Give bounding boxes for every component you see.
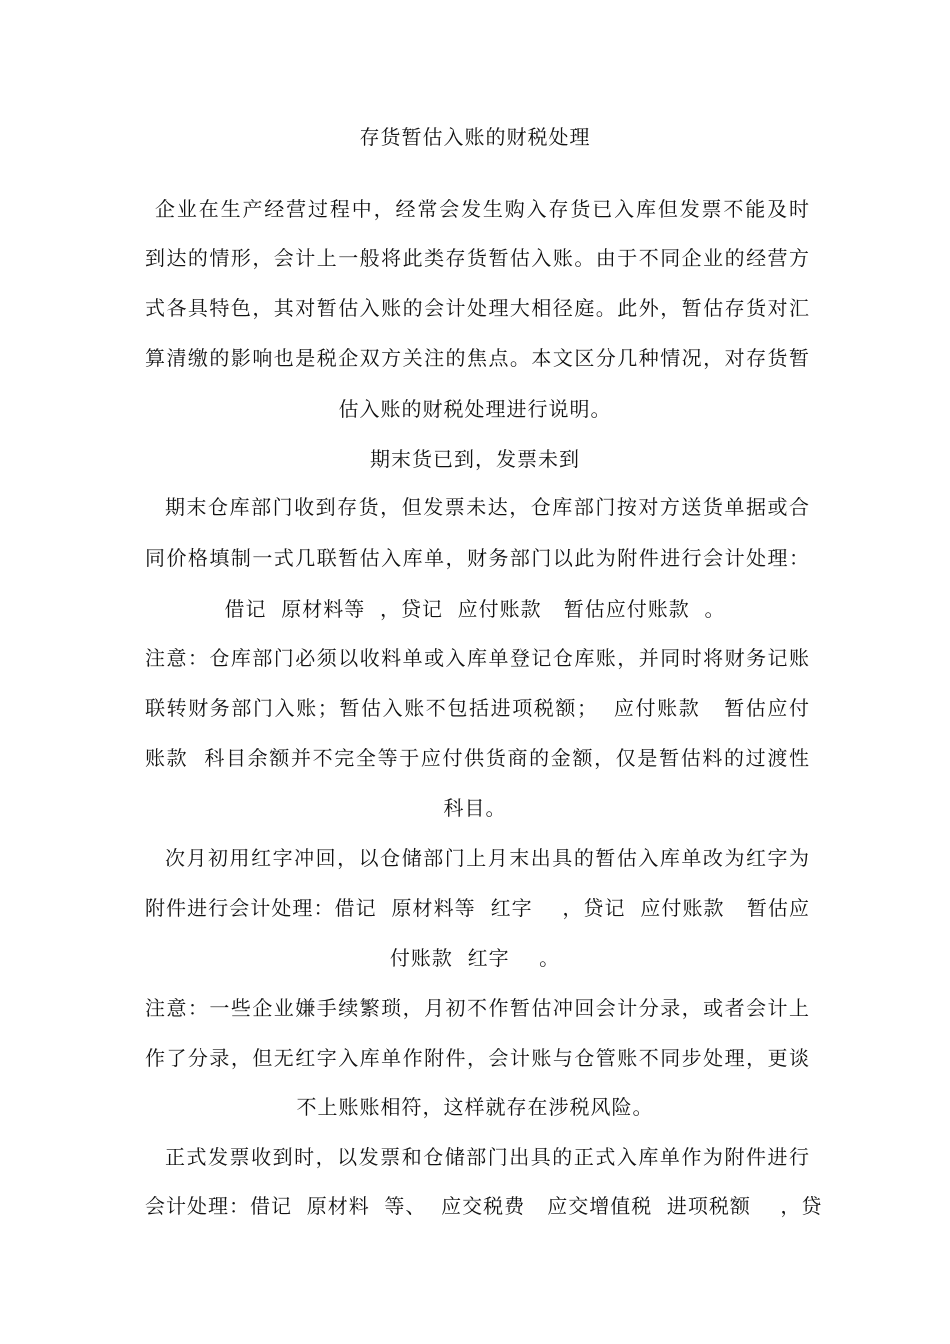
section-heading: 期末货已到，发票未到 <box>370 447 580 471</box>
paragraph-line: 付账款 红字 。 <box>389 946 561 970</box>
note-line: 注意：一些企业嫌手续繁琐，月初不作暂估冲回会计分录，或者会计上 <box>145 996 810 1020</box>
paragraph-line: 次月初用红字冲回，以仓储部门上月末出具的暂估入库单改为红字为 <box>165 846 810 870</box>
paragraph-line: 正式发票收到时，以发票和仓储部门出具的正式入库单作为附件进行 <box>165 1145 810 1169</box>
paragraph-line: 同价格填制一式几联暂估入库单，财务部门以此为附件进行会计处理： <box>145 546 810 570</box>
journal-entry-line: 借记 原材料等 ，贷记 应付账款 暂估应付账款 。 <box>224 597 726 621</box>
note-line: 科目。 <box>443 796 507 820</box>
document-title: 存货暂估入账的财税处理 <box>359 125 591 149</box>
paragraph-line: 会计处理：借记 原材料 等、 应交税费 应交增值税 进项税额 ，贷 <box>145 1194 823 1218</box>
note-line: 注意：仓库部门必须以收料单或入库单登记仓库账，并同时将财务记账 <box>145 646 810 670</box>
paragraph-line: 附件进行会计处理：借记 原材料等 红字 ，贷记 应付账款 暂估应 <box>145 896 810 920</box>
paragraph-line: 式各具特色，其对暂估入账的会计处理大相径庭。此外，暂估存货对汇 <box>145 296 810 320</box>
paragraph-line: 企业在生产经营过程中，经常会发生购入存货已入库但发票不能及时 <box>155 197 810 221</box>
paragraph-line: 估入账的财税处理进行说明。 <box>338 397 612 421</box>
paragraph-line: 到达的情形，会计上一般将此类存货暂估入账。由于不同企业的经营方 <box>145 246 810 270</box>
note-line: 联转财务部门入账；暂估入账不包括进项税额； 应付账款 暂估应付 <box>145 696 810 720</box>
paragraph-line: 期末仓库部门收到存货，但发票未达，仓库部门按对方送货单据或合 <box>165 495 810 519</box>
paragraph-line: 算清缴的影响也是税企双方关注的焦点。本文区分几种情况，对存货暂 <box>145 346 810 370</box>
note-line: 作了分录，但无红字入库单作附件，会计账与仓管账不同步处理，更谈 <box>145 1046 810 1070</box>
note-line: 账款 科目余额并不完全等于应付供货商的金额，仅是暂估料的过渡性 <box>145 746 810 770</box>
note-line: 不上账账相符，这样就存在涉税风险。 <box>296 1095 654 1119</box>
